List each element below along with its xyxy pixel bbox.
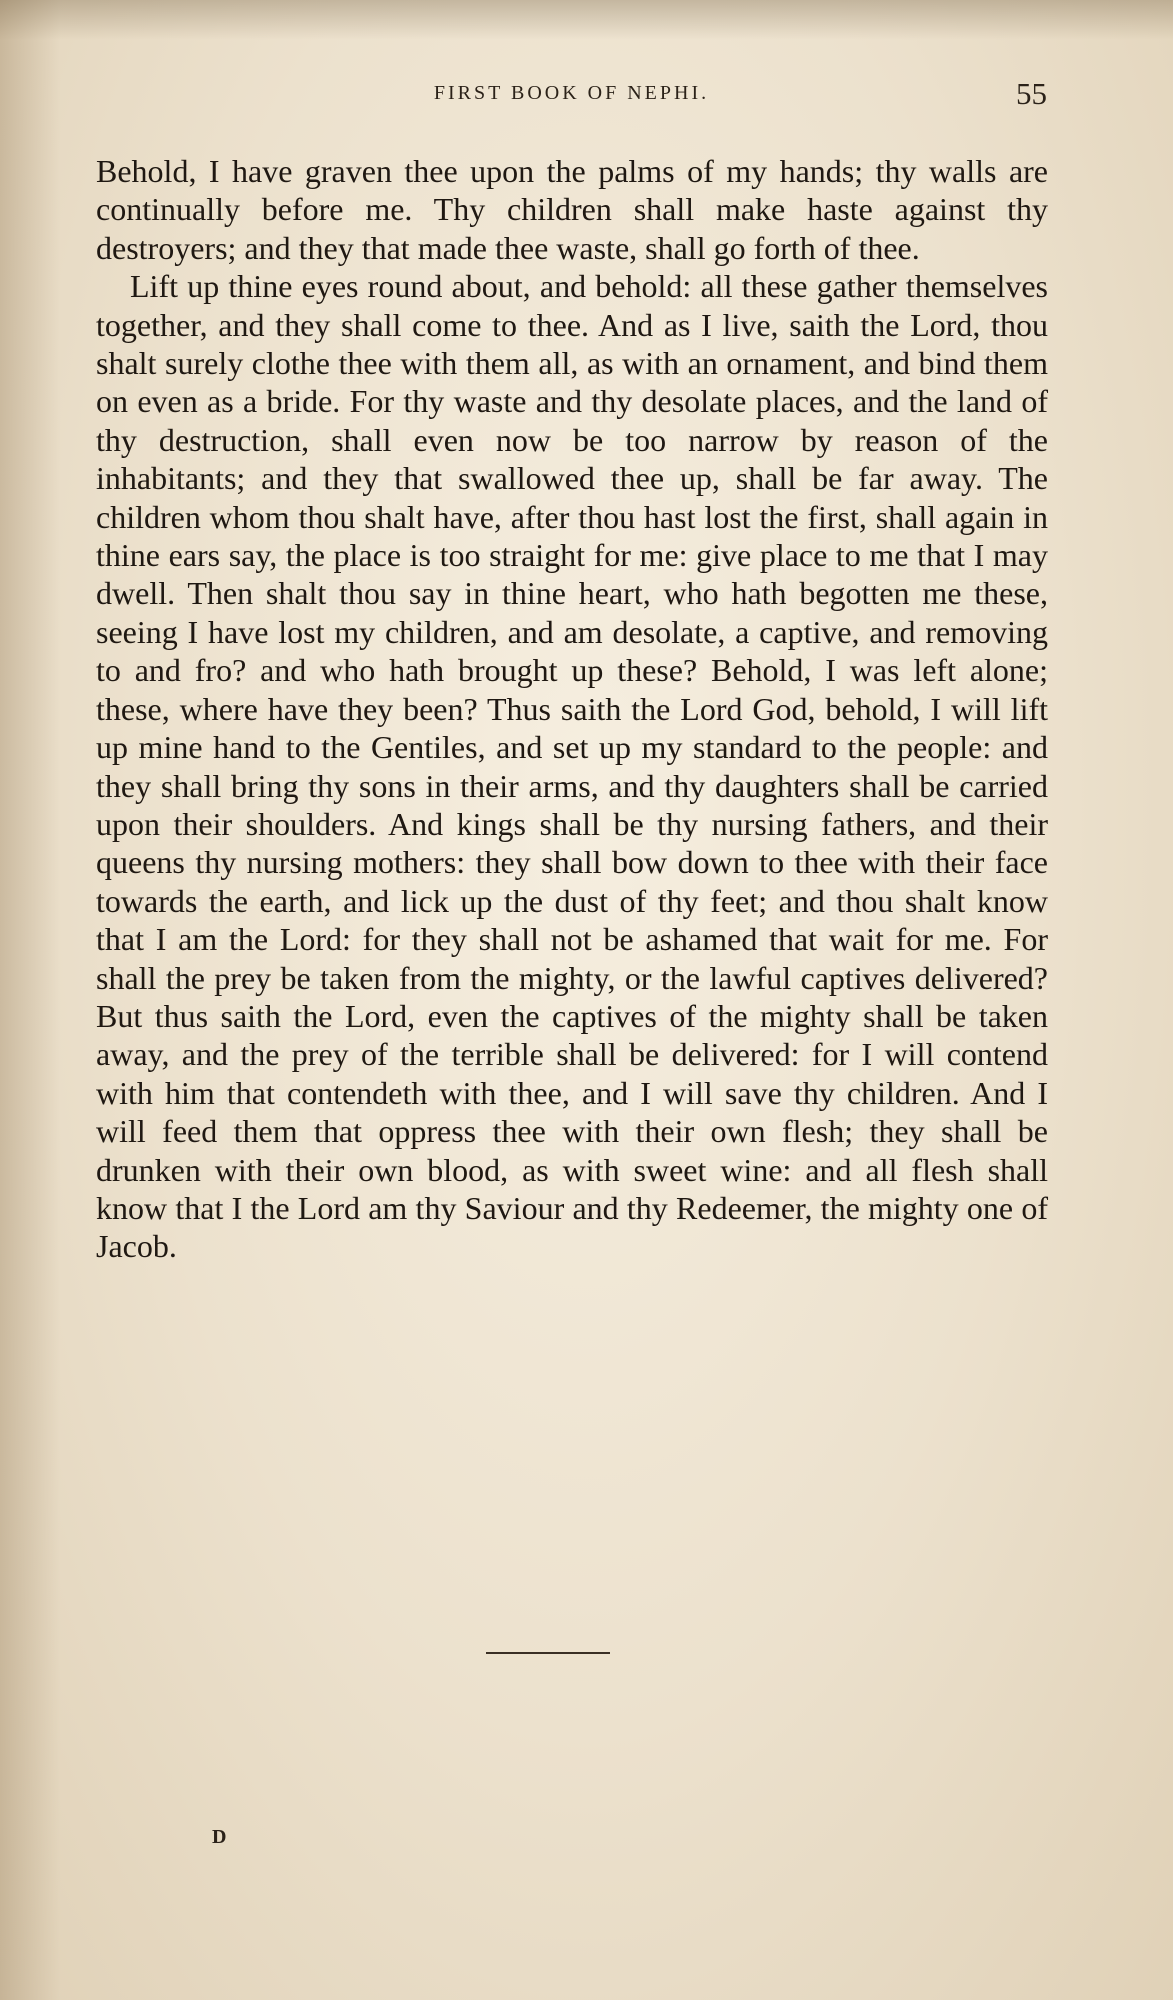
signature-mark: D bbox=[212, 1826, 227, 1848]
running-title: FIRST BOOK OF NEPHI. bbox=[433, 82, 710, 104]
paragraph: Lift up thine eyes round about, and behold: all these gather themselves together, and they shall come to thee. And as I live, saith the Lord, thou shalt surely clothe thee with them all, as with an ornament, and bind them on even as a bride. For thy waste and thy desolate places, and the land of thy destruction, shall even now be too narrow by reason of the inhabitants; and they that swallowed thee up, shall be far away. The children whom thou shalt have, after thou hast lost the first, shall again in thine ears say, the place is too straight for me: give place to me that I may dwell. Then shalt thou say in thine heart, who hath begotten me these, seeing I have lost my children, and am desolate, a captive, and removing to and fro? and who hath brought up these? Behold, I was left alone; these, where have they been? Thus saith the Lord God, behold, I will lift up mine hand to the Gentiles, and set up my standard to the people: and they shall bring thy sons in their arms, and thy daughters shall be carried upon their shoulders. And kings shall be thy nursing fathers, and their queens thy nursing mothers: they shall bow down to thee with their face towards the earth, and lick up the dust of thy feet; and thou shalt know that I am the Lord: for they shall not be ashamed that wait for me. For shall the prey be taken from the mighty, or the lawful captives delivered? But thus saith the Lord, even the captives of the mighty shall be taken away, and the prey of the terrible shall be delivered: for I will contend with him that contendeth with thee, and I will save thy children. And I will feed them that oppress thee with their own flesh; they shall be drunken with their own blood, as with sweet wine: and all flesh shall know that I the Lord am thy Saviour and thy Redeemer, the mighty one of Jacob. bbox=[96, 268, 1048, 1265]
paragraph: Behold, I have graven thee upon the palms of my hands; thy walls are continually before me. Thy children shall make haste against thy destroyers; and they that made thee waste, shall go forth of thee. bbox=[96, 153, 1048, 266]
section-separator-rule bbox=[486, 1652, 610, 1654]
page-number: 55 bbox=[1016, 76, 1047, 111]
body-text bbox=[96, 152, 1048, 1266]
running-head bbox=[96, 76, 1047, 116]
